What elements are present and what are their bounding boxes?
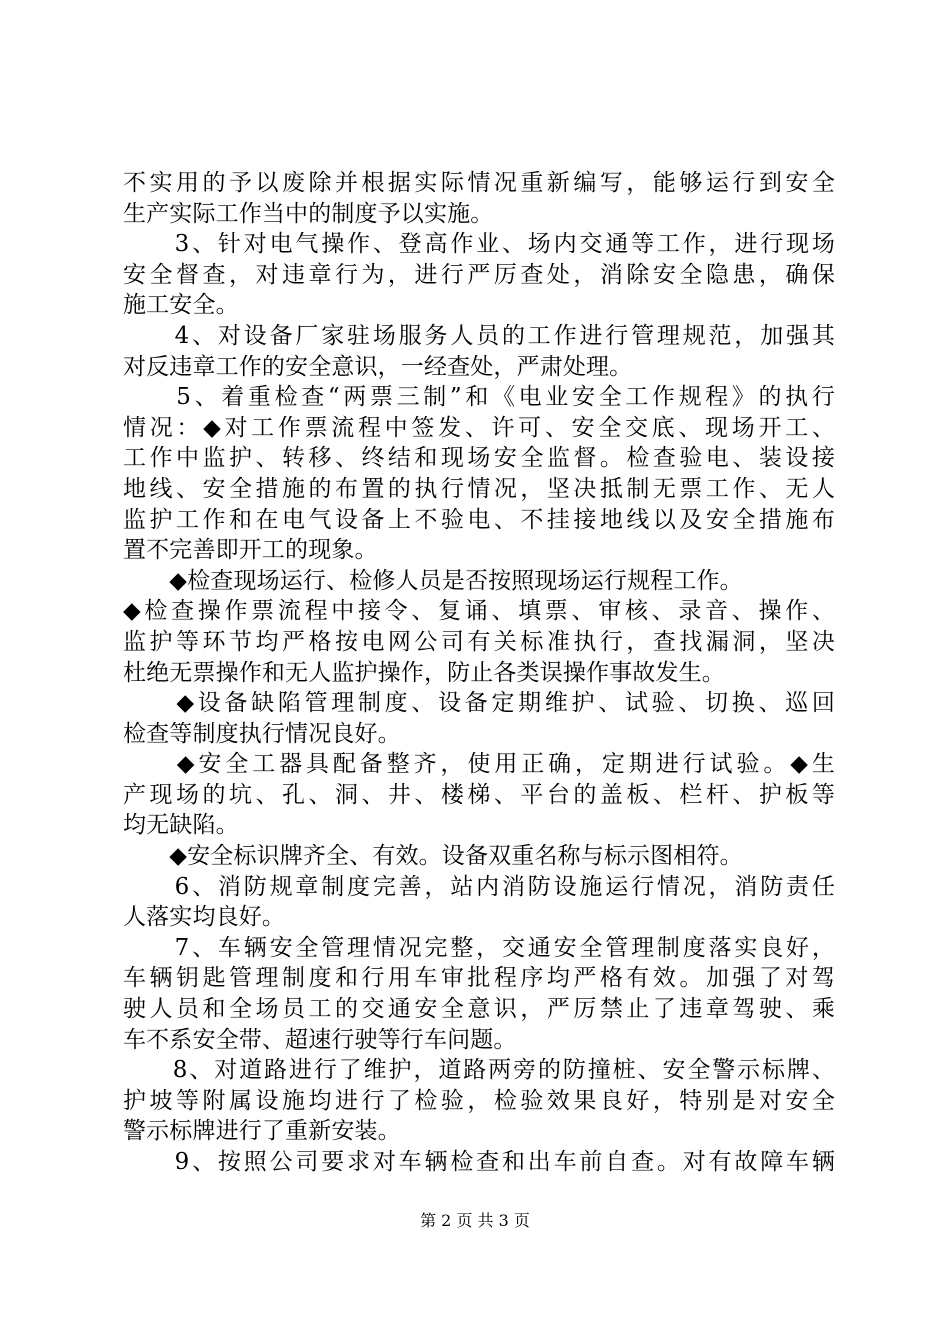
text-line: 5、着重检查“两票三制”和《电业安全工作规程》的执行 [123,384,835,411]
text-line: 人落实均良好。 [123,904,286,931]
text-line: ◆安全工器具配备整齐，使用正确，定期进行试验。◆生 [123,751,835,778]
text-line: 4、对设备厂家驻场服务人员的工作进行管理规范，加强其 [123,322,835,349]
text-line: 施工安全。 [123,292,239,319]
text-line: ◆安全标识牌齐全、有效。设备双重名称与标示图相符。 [123,843,743,870]
text-line: 产现场的坑、孔、洞、井、楼梯、平台的盖板、栏杆、护板等 [123,781,835,808]
text-line: 情况：◆对工作票流程中签发、许可、安全交底、现场开工、 [123,414,835,441]
text-line: 护坡等附属设施均进行了检验，检验效果良好，特别是对安全 [123,1087,835,1114]
text-line: 均无缺陷。 [123,812,239,839]
text-line: 车辆钥匙管理制度和行用车审批程序均严格有效。加强了对驾 [123,965,835,992]
text-line: ◆设备缺陷管理制度、设备定期维护、试验、切换、巡回 [123,690,835,717]
text-line: 不实用的予以废除并根据实际情况重新编写，能够运行到安全 [123,170,835,196]
text-line: 监护等环节均严格按电网公司有关标准执行，查找漏洞，坚决 [123,628,835,655]
text-line: 监护工作和在电气设备上不验电、不挂接地线以及安全措施布 [123,506,835,533]
text-line: 驶人员和全场员工的交通安全意识，严厉禁止了违章驾驶、乘 [123,996,835,1023]
text-line: 置不完善即开工的现象。 [123,537,378,564]
text-line: 安全督查，对违章行为，进行严厉查处，消除安全隐患，确保 [123,261,835,288]
text-line: 6、消防规章制度完善，站内消防设施运行情况，消防责任 [123,873,835,900]
text-line: 地线、安全措施的布置的执行情况，坚决抵制无票工作、无人 [123,475,835,502]
text-line: 9、按照公司要求对车辆检查和出车前自查。对有故障车辆 [123,1149,835,1175]
text-line: 7、车辆安全管理情况完整，交通安全管理制度落实良好， [123,934,835,961]
text-line: 对反违章工作的安全意识，一经查处，严肃处理。 [123,353,633,380]
text-line: 3、针对电气操作、登高作业、场内交通等工作，进行现场 [123,231,835,258]
text-line: 检查等制度执行情况良好。 [123,720,401,747]
text-line: 车不系安全带、超速行驶等行车问题。 [123,1026,517,1053]
page-number: 第 2 页 共 3 页 [420,1211,530,1230]
text-line: 警示标牌进行了重新安装。 [123,1118,401,1145]
page-footer [0,1211,950,1231]
text-line: ◆检查现场运行、检修人员是否按照现场运行规程工作。 [123,567,743,594]
text-line: 8、对道路进行了维护，道路两旁的防撞桩、安全警示标牌、 [123,1057,835,1084]
text-line: 杜绝无票操作和无人监护操作，防止各类误操作事故发生。 [123,659,725,686]
text-line: 生产实际工作当中的制度予以实施。 [123,200,494,227]
text-line: ◆检查操作票流程中接令、复诵、填票、审核、录音、操作、 [123,598,835,625]
text-line: 工作中监护、转移、终结和现场安全监督。检查验电、装设接 [123,445,835,472]
document-body [123,168,835,1178]
